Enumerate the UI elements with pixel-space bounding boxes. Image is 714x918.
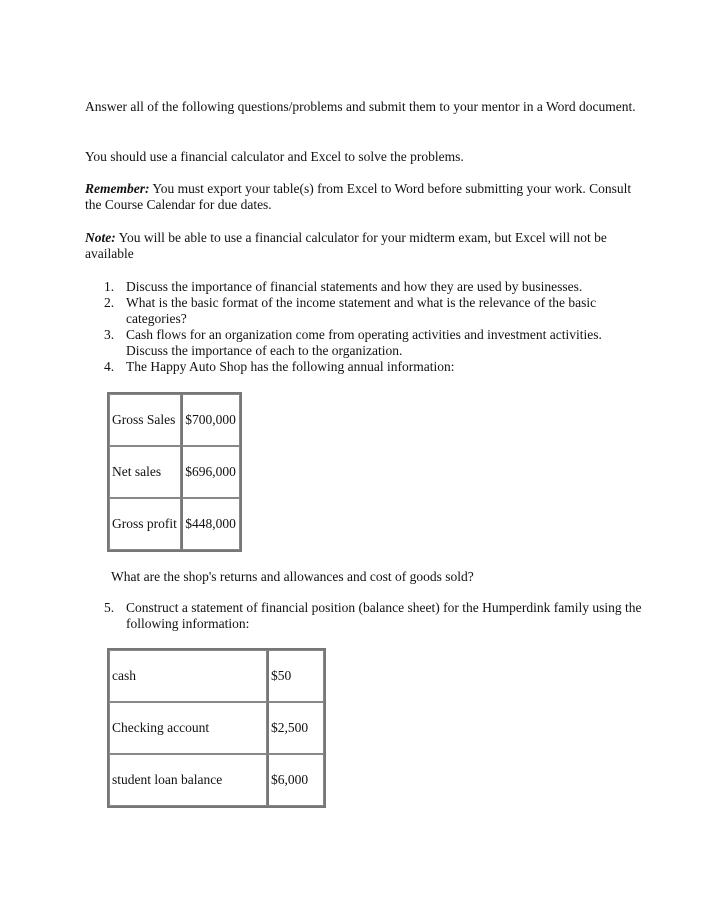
question-text: Discuss the importance of financial statements and how they are used by businesses. [126, 279, 583, 294]
question-number: 1. [104, 279, 115, 294]
note-label: Note: [85, 230, 116, 245]
question-item [85, 279, 645, 295]
table-cell-value: $696,000 [181, 446, 240, 498]
table-cell-value: $448,000 [181, 498, 240, 550]
table-cell-label: Checking account [109, 702, 267, 754]
intro-instructions: Answer all of the following questions/problems and submit them to your mentor in a Word document. [85, 99, 636, 114]
table-row [109, 650, 324, 702]
table-cell-label: Gross Sales [109, 394, 181, 446]
table-cell-label: student loan balance [109, 754, 267, 806]
table-row [109, 498, 240, 550]
table-cell-value: $50 [267, 650, 324, 702]
question-list [85, 279, 645, 375]
remember-label: Remember: [85, 181, 150, 196]
question-list-5 [85, 600, 645, 632]
table-cell-value: $700,000 [181, 394, 240, 446]
table-cell-label: Net sales [109, 446, 181, 498]
question-number: 4. [104, 359, 115, 374]
question-text: Cash flows for an organization come from operating activities and investment activities. Discuss the importance of each to the organization. [126, 327, 602, 358]
table-cell-value: $2,500 [267, 702, 324, 754]
question-text: What is the basic format of the income statement and what is the relevance of the basic categories? [126, 295, 597, 326]
remember-paragraph [85, 181, 645, 213]
note-text: You will be able to use a financial calculator for your midterm exam, but Excel will not be available [85, 230, 607, 261]
table-row [109, 394, 240, 446]
table-cell-value: $6,000 [267, 754, 324, 806]
question-item [85, 600, 645, 632]
note-paragraph [85, 230, 645, 262]
question-number: 2. [104, 295, 115, 310]
table-row [109, 702, 324, 754]
question4-followup: What are the shop's returns and allowances and cost of goods sold? [111, 569, 474, 584]
table-cell-label: cash [109, 650, 267, 702]
question-item [85, 327, 645, 359]
intro-tools: You should use a financial calculator and Excel to solve the problems. [85, 149, 464, 164]
humperdink-table [107, 648, 326, 808]
question-text: The Happy Auto Shop has the following annual information: [126, 359, 455, 374]
table-row [109, 754, 324, 806]
question-item [85, 295, 645, 327]
auto-shop-table [107, 392, 242, 552]
question-number: 5. [104, 600, 115, 615]
question-text: Construct a statement of financial position (balance sheet) for the Humperdink family using the following information: [126, 600, 642, 631]
question-number: 3. [104, 327, 115, 342]
table-row [109, 446, 240, 498]
question-item [85, 359, 645, 375]
table-cell-label: Gross profit [109, 498, 181, 550]
remember-text: You must export your table(s) from Excel to Word before submitting your work. Consult the Course Calendar for due dates. [85, 181, 632, 212]
